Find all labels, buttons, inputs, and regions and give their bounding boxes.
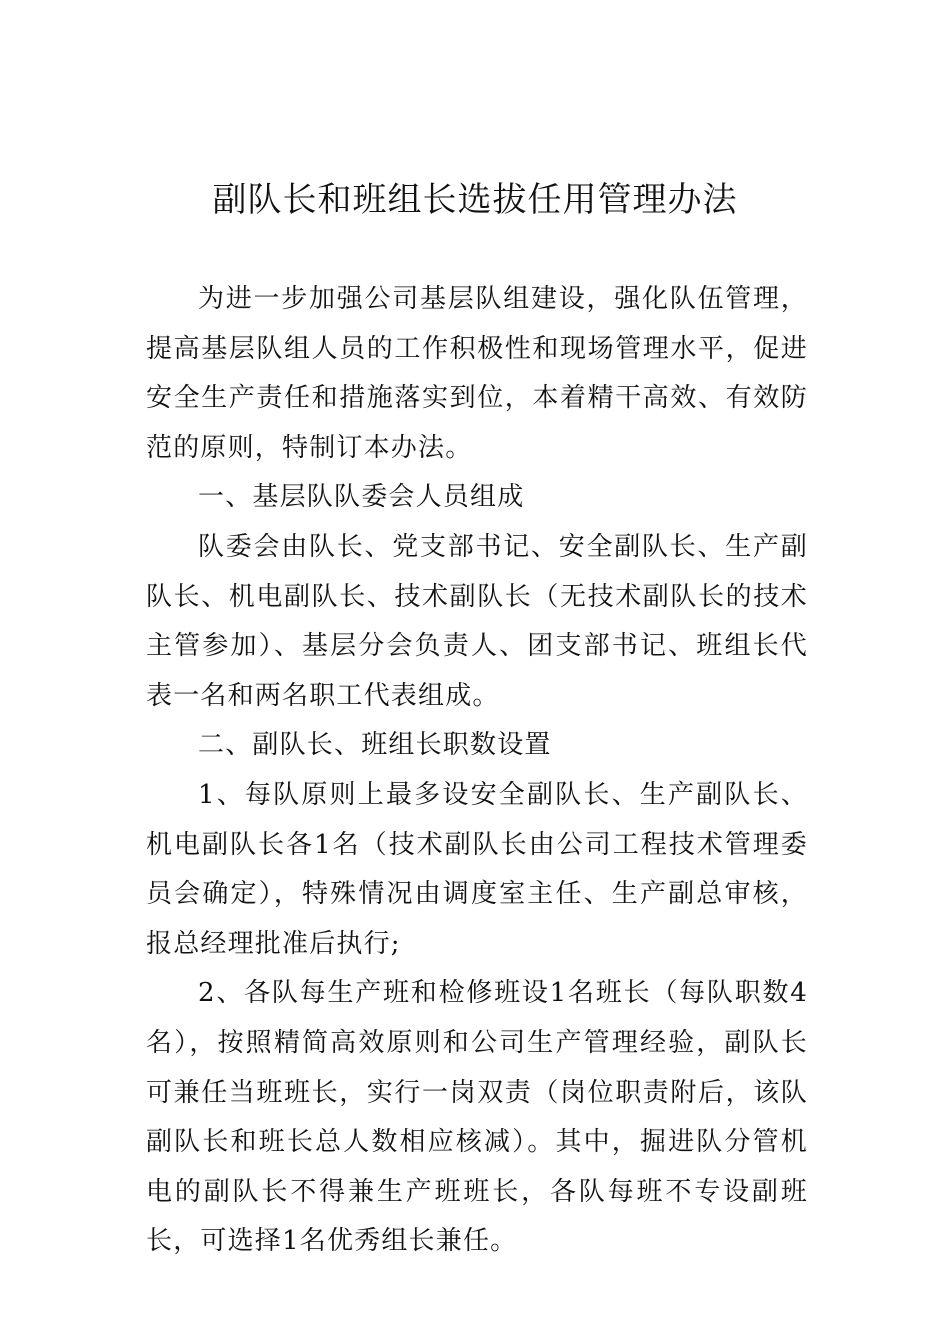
section-heading-1: 一、基层队队委会人员组成 [198, 482, 525, 513]
section-1-paragraph: 队委会由队长、党支部书记、安全副队长、生产副队长、机电副队长、技术副队长（无技术副队长的技术主管参加）、基层分会负责人、团支部书记、班组长代表一名和两名职工代表组成。 [146, 531, 808, 711]
section-heading-2: 二、副队长、班组长职数设置 [198, 730, 552, 761]
section-2-item-1: 1、每队原则上最多设安全副队长、生产副队长、机电副队长各1名（技术副队长由公司工程技术管理委员会确定），特殊情况由调度室主任、生产副总审核，报总经理批准后执行; [146, 779, 808, 959]
intro-paragraph: 为进一步加强公司基层队组建设，强化队伍管理，提高基层队组人员的工作积极性和现场管理水平，促进安全生产责任和措施落实到位，本着精干高效、有效防范的原则，特制订本办法。 [146, 284, 808, 463]
document-title: 副队长和班组长选拔任用管理办法 [212, 180, 738, 220]
document-body [146, 275, 808, 1267]
section-2-item-2: 2、各队每生产班和检修班设1名班长（每队职数4名），按照精简高效原则和公司生产管理经验，副队长可兼任当班班长，实行一岗双责（岗位职责附后，该队副队长和班长总人数相应核减）。其中，掘进队分管机电的副队长不得兼生产班班长，各队每班不专设副班长，可选择1名优秀组长兼任。 [146, 978, 808, 1257]
